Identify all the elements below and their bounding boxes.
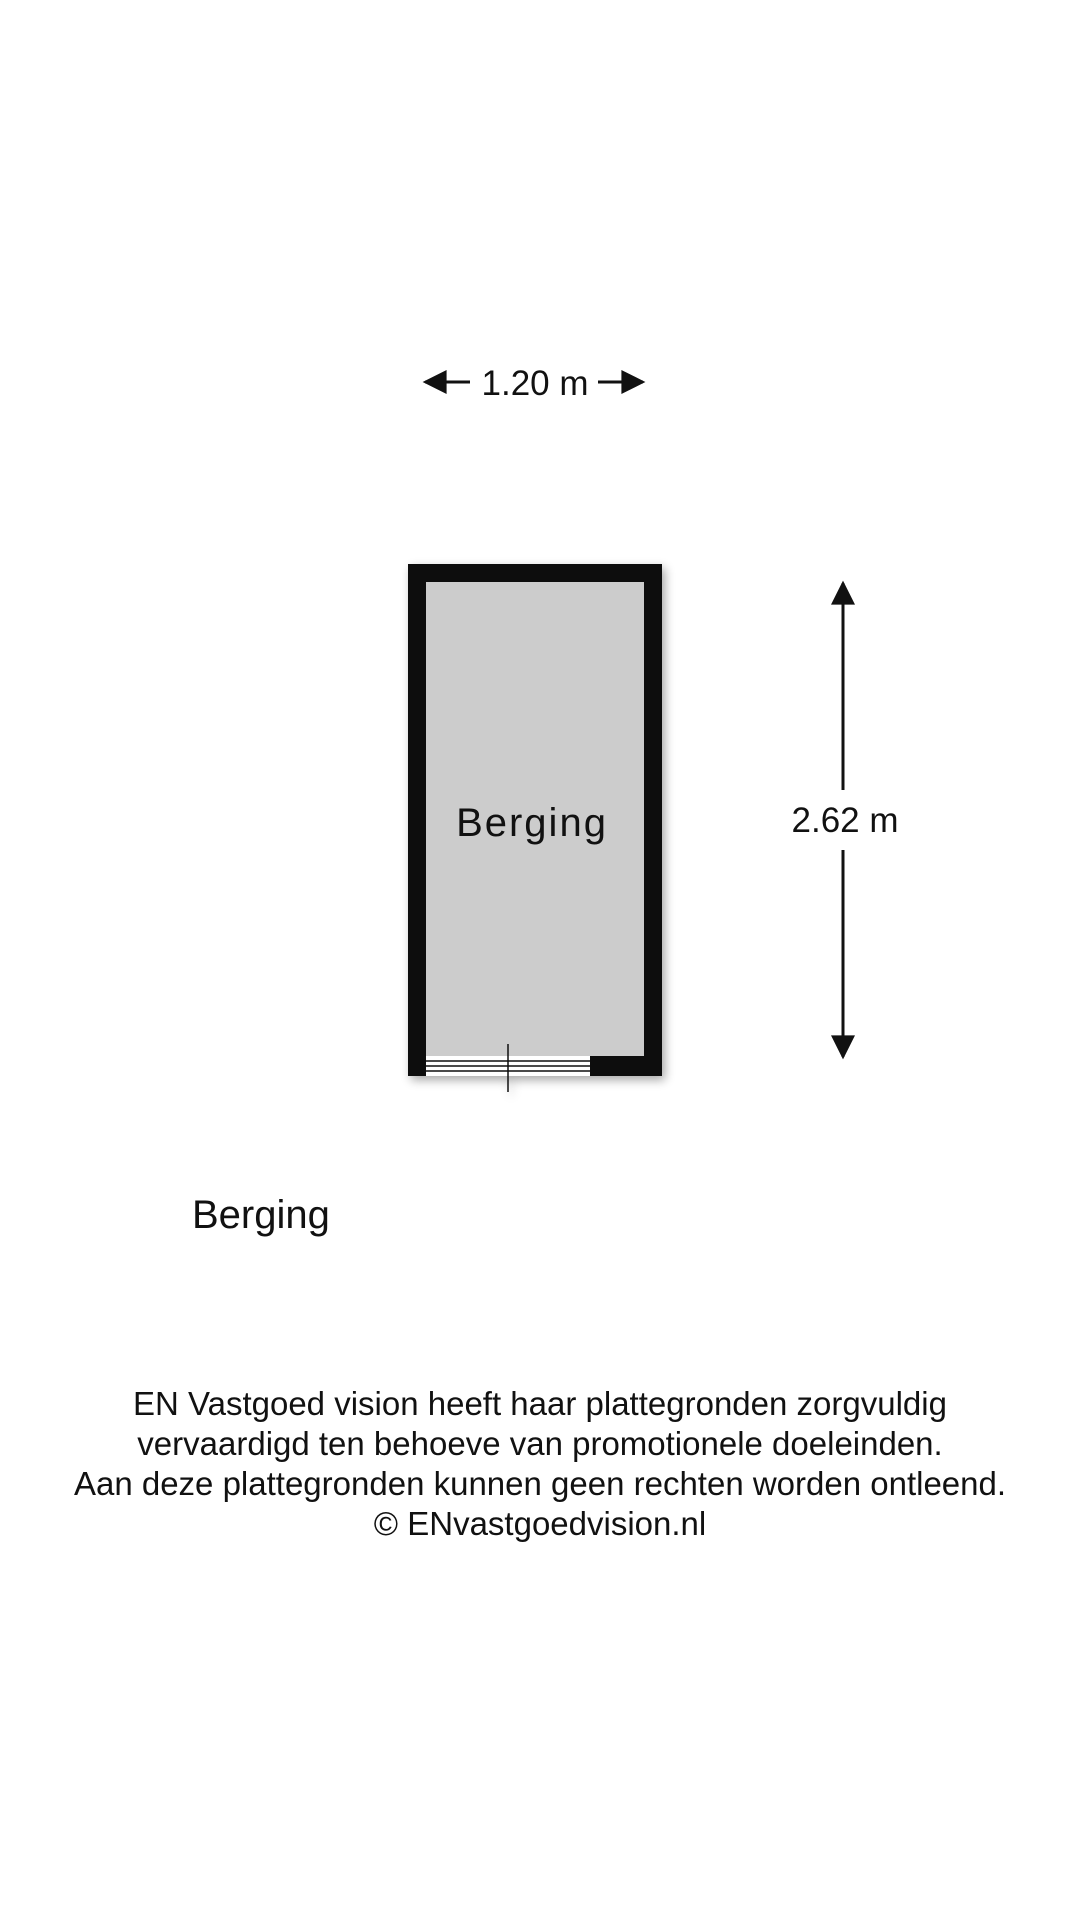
- disclaimer-line-2: vervaardigd ten behoeve van promotionele doeleinden.: [137, 1425, 943, 1462]
- room-label: Berging: [456, 801, 608, 845]
- length-dimension: [792, 583, 899, 1057]
- copyright-line: © ENvastgoedvision.nl: [373, 1505, 707, 1542]
- width-dimension: [425, 364, 643, 403]
- floor-label: Berging: [192, 1193, 330, 1237]
- disclaimer: [0, 1384, 1080, 1544]
- length-dimension-label: 2.62 m: [791, 801, 899, 840]
- disclaimer-line-3: Aan deze plattegronden kunnen geen rechten worden ontleend.: [73, 1465, 1007, 1502]
- disclaimer-line-1: EN Vastgoed vision heeft haar plattegronden zorgvuldig: [133, 1385, 947, 1422]
- width-dimension-label: 1.20 m: [481, 364, 589, 403]
